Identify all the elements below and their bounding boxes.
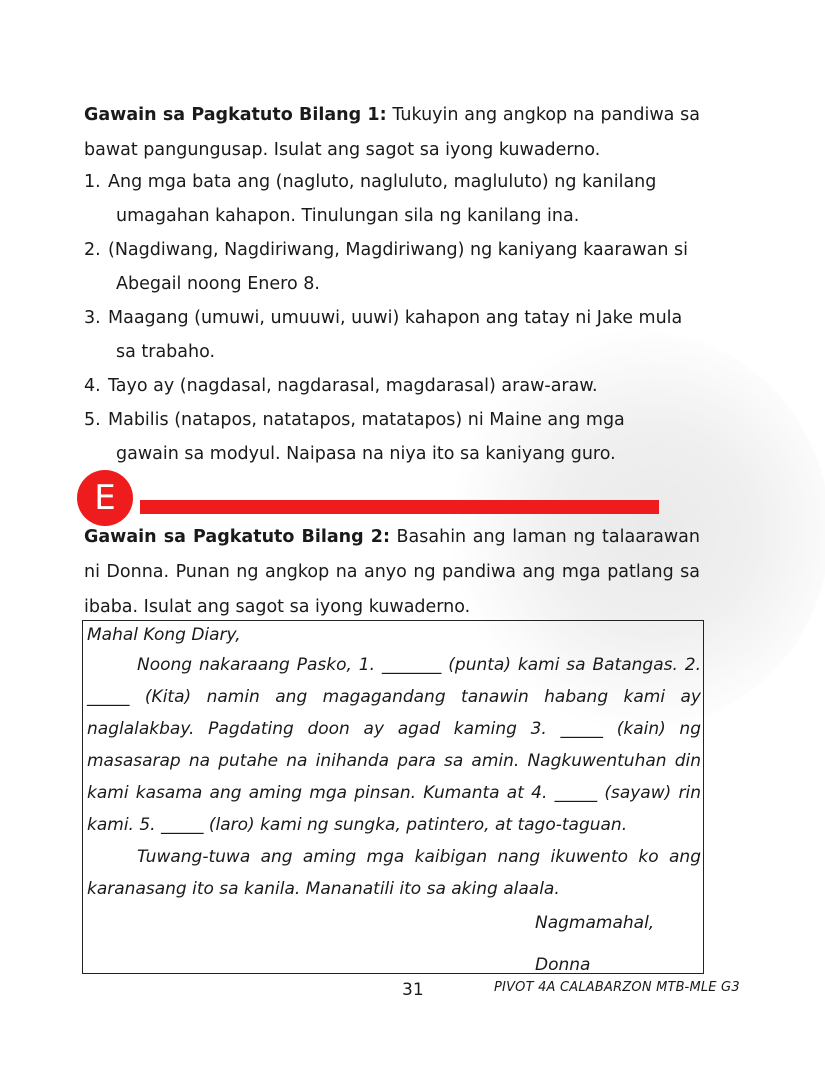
diary-box bbox=[82, 620, 704, 974]
list-item: 2. (Nagdiwang, Nagdiriwang, Magdiriwang) ng kaniyang kaarawan si Abegail noong Enero 8. bbox=[84, 240, 688, 294]
diary-closing: Nagmamahal, bbox=[535, 913, 655, 933]
list-item: 3. Maagang (umuwi, umuuwi, uuwi) kahapon ang tatay ni Jake mula sa trabaho. bbox=[84, 308, 683, 362]
section-divider bbox=[140, 500, 659, 514]
activity2-instructions bbox=[84, 520, 700, 625]
diary-paragraph-2: Tuwang-tuwa ang aming mga kaibigan nang ikuwento ko ang karanasang ito sa kanila. Mananatili ito sa aking alaala. bbox=[87, 847, 701, 899]
list-item: 1. Ang mga bata ang (nagluto, nagluluto, magluluto) ng kanilang umagahan kahapon. Tinulungan sila ng kanilang ina. bbox=[84, 172, 657, 226]
list-item: 5. Mabilis (natapos, natatapos, matatapos) ni Maine ang mga gawain sa modyul. Naipasa na niya ito sa kaniyang guro. bbox=[84, 410, 625, 464]
activity2-heading: Gawain sa Pagkatuto Bilang 2: bbox=[84, 527, 390, 547]
page-number: 31 bbox=[402, 980, 424, 1000]
diary-signature: Donna bbox=[535, 955, 591, 975]
activity2-instruction-text: Basahin ang laman ng talaarawan ni Donna. Punan ng angkop na anyo ng pandiwa ang mga patlang sa ibaba. Isulat ang sagot sa iyong kuwaderno. bbox=[84, 527, 700, 617]
diary-paragraph-1: Noong nakaraang Pasko, 1. _______ (punta) kami sa Batangas. 2. _____ (Kita) namin ang magagandang tanawin habang kami ay naglalakbay. Pagdating doon ay agad kaming 3. _____ (kain) ng masasarap na putahe na inihanda para sa amin. Nagkuwentuhan din kami kasama ang aming mga pinsan. Kumanta at 4. _____ (sayaw) rin kami. 5. _____ (laro) kami ng sungka, patintero, at tago-taguan. bbox=[87, 655, 701, 835]
list-item: 4. Tayo ay (nagdasal, nagdarasal, magdarasal) araw-araw. bbox=[84, 376, 598, 396]
footer-title: PIVOT 4A CALABARZON MTB-MLE G3 bbox=[494, 980, 740, 995]
diary-greeting: Mahal Kong Diary, bbox=[87, 625, 241, 645]
activity1-instruction-text: Tukuyin ang angkop na pandiwa sa bawat pangungusap. Isulat ang sagot sa iyong kuwaderno. bbox=[84, 105, 700, 160]
activity1-list bbox=[84, 165, 700, 471]
activity1-instructions bbox=[84, 98, 700, 168]
activity1-heading: Gawain sa Pagkatuto Bilang 1: bbox=[84, 105, 387, 125]
section-e-badge: E bbox=[77, 470, 133, 526]
